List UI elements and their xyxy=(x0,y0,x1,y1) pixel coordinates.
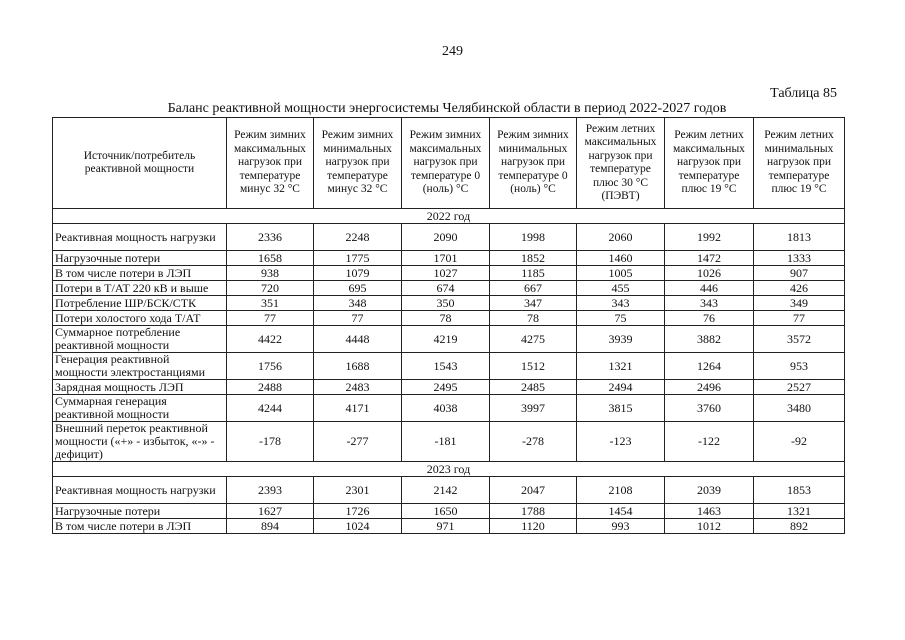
table-cell: 1726 xyxy=(314,504,402,519)
table-cell: 2060 xyxy=(577,224,665,251)
table-cell: 1024 xyxy=(314,519,402,534)
table-cell: 455 xyxy=(577,281,665,296)
table-row xyxy=(53,519,845,534)
table-cell: 4422 xyxy=(227,326,314,353)
section-year: 2023 год xyxy=(53,462,845,477)
table-row xyxy=(53,326,845,353)
table-cell: 75 xyxy=(577,311,665,326)
table-cell: 1813 xyxy=(754,224,845,251)
table-row xyxy=(53,311,845,326)
table-cell: 3997 xyxy=(490,395,577,422)
table-cell: 695 xyxy=(314,281,402,296)
reactive-power-balance-table xyxy=(52,117,845,534)
table-cell: -123 xyxy=(577,422,665,462)
row-label: Реактивная мощность нагрузки xyxy=(53,224,227,251)
table-row xyxy=(53,251,845,266)
table-cell: 1701 xyxy=(402,251,490,266)
section-row xyxy=(53,462,845,477)
table-cell: 1998 xyxy=(490,224,577,251)
row-label: Зарядная мощность ЛЭП xyxy=(53,380,227,395)
table-cell: -122 xyxy=(665,422,754,462)
table-cell: 2039 xyxy=(665,477,754,504)
row-label: В том числе потери в ЛЭП xyxy=(53,266,227,281)
table-cell: 1472 xyxy=(665,251,754,266)
table-cell: 971 xyxy=(402,519,490,534)
table-cell: 1185 xyxy=(490,266,577,281)
table-cell: 4038 xyxy=(402,395,490,422)
table-cell: 2494 xyxy=(577,380,665,395)
table-cell: -277 xyxy=(314,422,402,462)
header-mode: Режим летних минимальных нагрузок при температуре плюс 19 °С xyxy=(754,118,845,209)
table-cell: 2485 xyxy=(490,380,577,395)
header-mode: Режим зимних минимальных нагрузок при температуре 0 (ноль) °С xyxy=(490,118,577,209)
table-cell: 350 xyxy=(402,296,490,311)
page-number: 249 xyxy=(442,44,463,59)
table-cell: 1853 xyxy=(754,477,845,504)
table-cell: 1321 xyxy=(754,504,845,519)
table-row xyxy=(53,504,845,519)
row-label: Потери холостого хода Т/АТ xyxy=(53,311,227,326)
table-cell: 1321 xyxy=(577,353,665,380)
table-cell: 4275 xyxy=(490,326,577,353)
table-cell: 2248 xyxy=(314,224,402,251)
header-mode: Режим зимних максимальных нагрузок при температуре 0 (ноль) °С xyxy=(402,118,490,209)
table-cell: 2108 xyxy=(577,477,665,504)
row-label: Потери в Т/АТ 220 кВ и выше xyxy=(53,281,227,296)
table-cell: 674 xyxy=(402,281,490,296)
header-mode: Режим летних максимальных нагрузок при температуре плюс 30 °С (ПЭВТ) xyxy=(577,118,665,209)
table-cell: 1005 xyxy=(577,266,665,281)
table-cell: 1688 xyxy=(314,353,402,380)
table-cell: -178 xyxy=(227,422,314,462)
table-cell: 2527 xyxy=(754,380,845,395)
table-cell: 3480 xyxy=(754,395,845,422)
section-row xyxy=(53,209,845,224)
table-cell: 446 xyxy=(665,281,754,296)
table-cell: 1026 xyxy=(665,266,754,281)
table-cell: 77 xyxy=(227,311,314,326)
header-source: Источник/потребитель реактивной мощности xyxy=(53,118,227,209)
table-cell: 3882 xyxy=(665,326,754,353)
table-cell: 1775 xyxy=(314,251,402,266)
table-cell: 1463 xyxy=(665,504,754,519)
table-row xyxy=(53,281,845,296)
table-cell: 892 xyxy=(754,519,845,534)
table-cell: 3939 xyxy=(577,326,665,353)
header-mode: Режим зимних максимальных нагрузок при температуре минус 32 °С xyxy=(227,118,314,209)
table-cell: 2483 xyxy=(314,380,402,395)
table-cell: 1460 xyxy=(577,251,665,266)
table-cell: 349 xyxy=(754,296,845,311)
table-cell: 1333 xyxy=(754,251,845,266)
table-cell: 1992 xyxy=(665,224,754,251)
table-cell: 993 xyxy=(577,519,665,534)
table-cell: 1027 xyxy=(402,266,490,281)
row-label: Потребление ШР/БСК/СТК xyxy=(53,296,227,311)
table-cell: 953 xyxy=(754,353,845,380)
table-row xyxy=(53,380,845,395)
table-cell: 76 xyxy=(665,311,754,326)
table-row xyxy=(53,422,845,462)
table-cell: 1650 xyxy=(402,504,490,519)
table-cell: -181 xyxy=(402,422,490,462)
table-cell: -92 xyxy=(754,422,845,462)
table-cell: 77 xyxy=(754,311,845,326)
table-cell: 78 xyxy=(402,311,490,326)
row-label: Нагрузочные потери xyxy=(53,504,227,519)
table-cell: 938 xyxy=(227,266,314,281)
table-cell: 1512 xyxy=(490,353,577,380)
table-cell: 347 xyxy=(490,296,577,311)
table-cell: -278 xyxy=(490,422,577,462)
row-label: Нагрузочные потери xyxy=(53,251,227,266)
table-cell: 1079 xyxy=(314,266,402,281)
table-cell: 343 xyxy=(577,296,665,311)
table-cell: 1543 xyxy=(402,353,490,380)
table-row xyxy=(53,266,845,281)
row-label: Суммарное потребление реактивной мощности xyxy=(53,326,227,353)
row-label: В том числе потери в ЛЭП xyxy=(53,519,227,534)
table-cell: 1120 xyxy=(490,519,577,534)
section-year: 2022 год xyxy=(53,209,845,224)
table-cell: 2495 xyxy=(402,380,490,395)
table-cell: 4219 xyxy=(402,326,490,353)
table-cell: 1852 xyxy=(490,251,577,266)
table-cell: 3572 xyxy=(754,326,845,353)
table-cell: 2047 xyxy=(490,477,577,504)
table-row xyxy=(53,353,845,380)
table-label: Таблица 85 xyxy=(770,86,837,101)
table-cell: 667 xyxy=(490,281,577,296)
table-cell: 1454 xyxy=(577,504,665,519)
row-label: Генерация реактивной мощности электростанциями xyxy=(53,353,227,380)
table-cell: 426 xyxy=(754,281,845,296)
header-mode: Режим зимних минимальных нагрузок при температуре минус 32 °С xyxy=(314,118,402,209)
table-cell: 2090 xyxy=(402,224,490,251)
row-label: Суммарная генерация реактивной мощности xyxy=(53,395,227,422)
table-cell: 343 xyxy=(665,296,754,311)
table-cell: 4244 xyxy=(227,395,314,422)
table-cell: 4448 xyxy=(314,326,402,353)
table-cell: 720 xyxy=(227,281,314,296)
header-mode: Режим летних максимальных нагрузок при температуре плюс 19 °С xyxy=(665,118,754,209)
table-cell: 77 xyxy=(314,311,402,326)
table-title: Баланс реактивной мощности энергосистемы Челябинской области в период 2022-2027 годов xyxy=(167,101,727,116)
table-cell: 348 xyxy=(314,296,402,311)
table-cell: 3815 xyxy=(577,395,665,422)
table-cell: 351 xyxy=(227,296,314,311)
row-label: Реактивная мощность нагрузки xyxy=(53,477,227,504)
table-cell: 3760 xyxy=(665,395,754,422)
table-cell: 907 xyxy=(754,266,845,281)
row-label: Внешний переток реактивной мощности («+» - избыток, «-» - дефицит) xyxy=(53,422,227,462)
table-cell: 78 xyxy=(490,311,577,326)
table-cell: 1658 xyxy=(227,251,314,266)
table-row xyxy=(53,296,845,311)
table-row xyxy=(53,477,845,504)
table-cell: 894 xyxy=(227,519,314,534)
table-row xyxy=(53,395,845,422)
table-cell: 2488 xyxy=(227,380,314,395)
table-cell: 1012 xyxy=(665,519,754,534)
table-cell: 2496 xyxy=(665,380,754,395)
table-cell: 1627 xyxy=(227,504,314,519)
table-cell: 4171 xyxy=(314,395,402,422)
table-cell: 1264 xyxy=(665,353,754,380)
table-cell: 1788 xyxy=(490,504,577,519)
header-row xyxy=(53,118,845,209)
table-row xyxy=(53,224,845,251)
table-cell: 2393 xyxy=(227,477,314,504)
table-cell: 2142 xyxy=(402,477,490,504)
table-cell: 2336 xyxy=(227,224,314,251)
table-cell: 1756 xyxy=(227,353,314,380)
table-cell: 2301 xyxy=(314,477,402,504)
